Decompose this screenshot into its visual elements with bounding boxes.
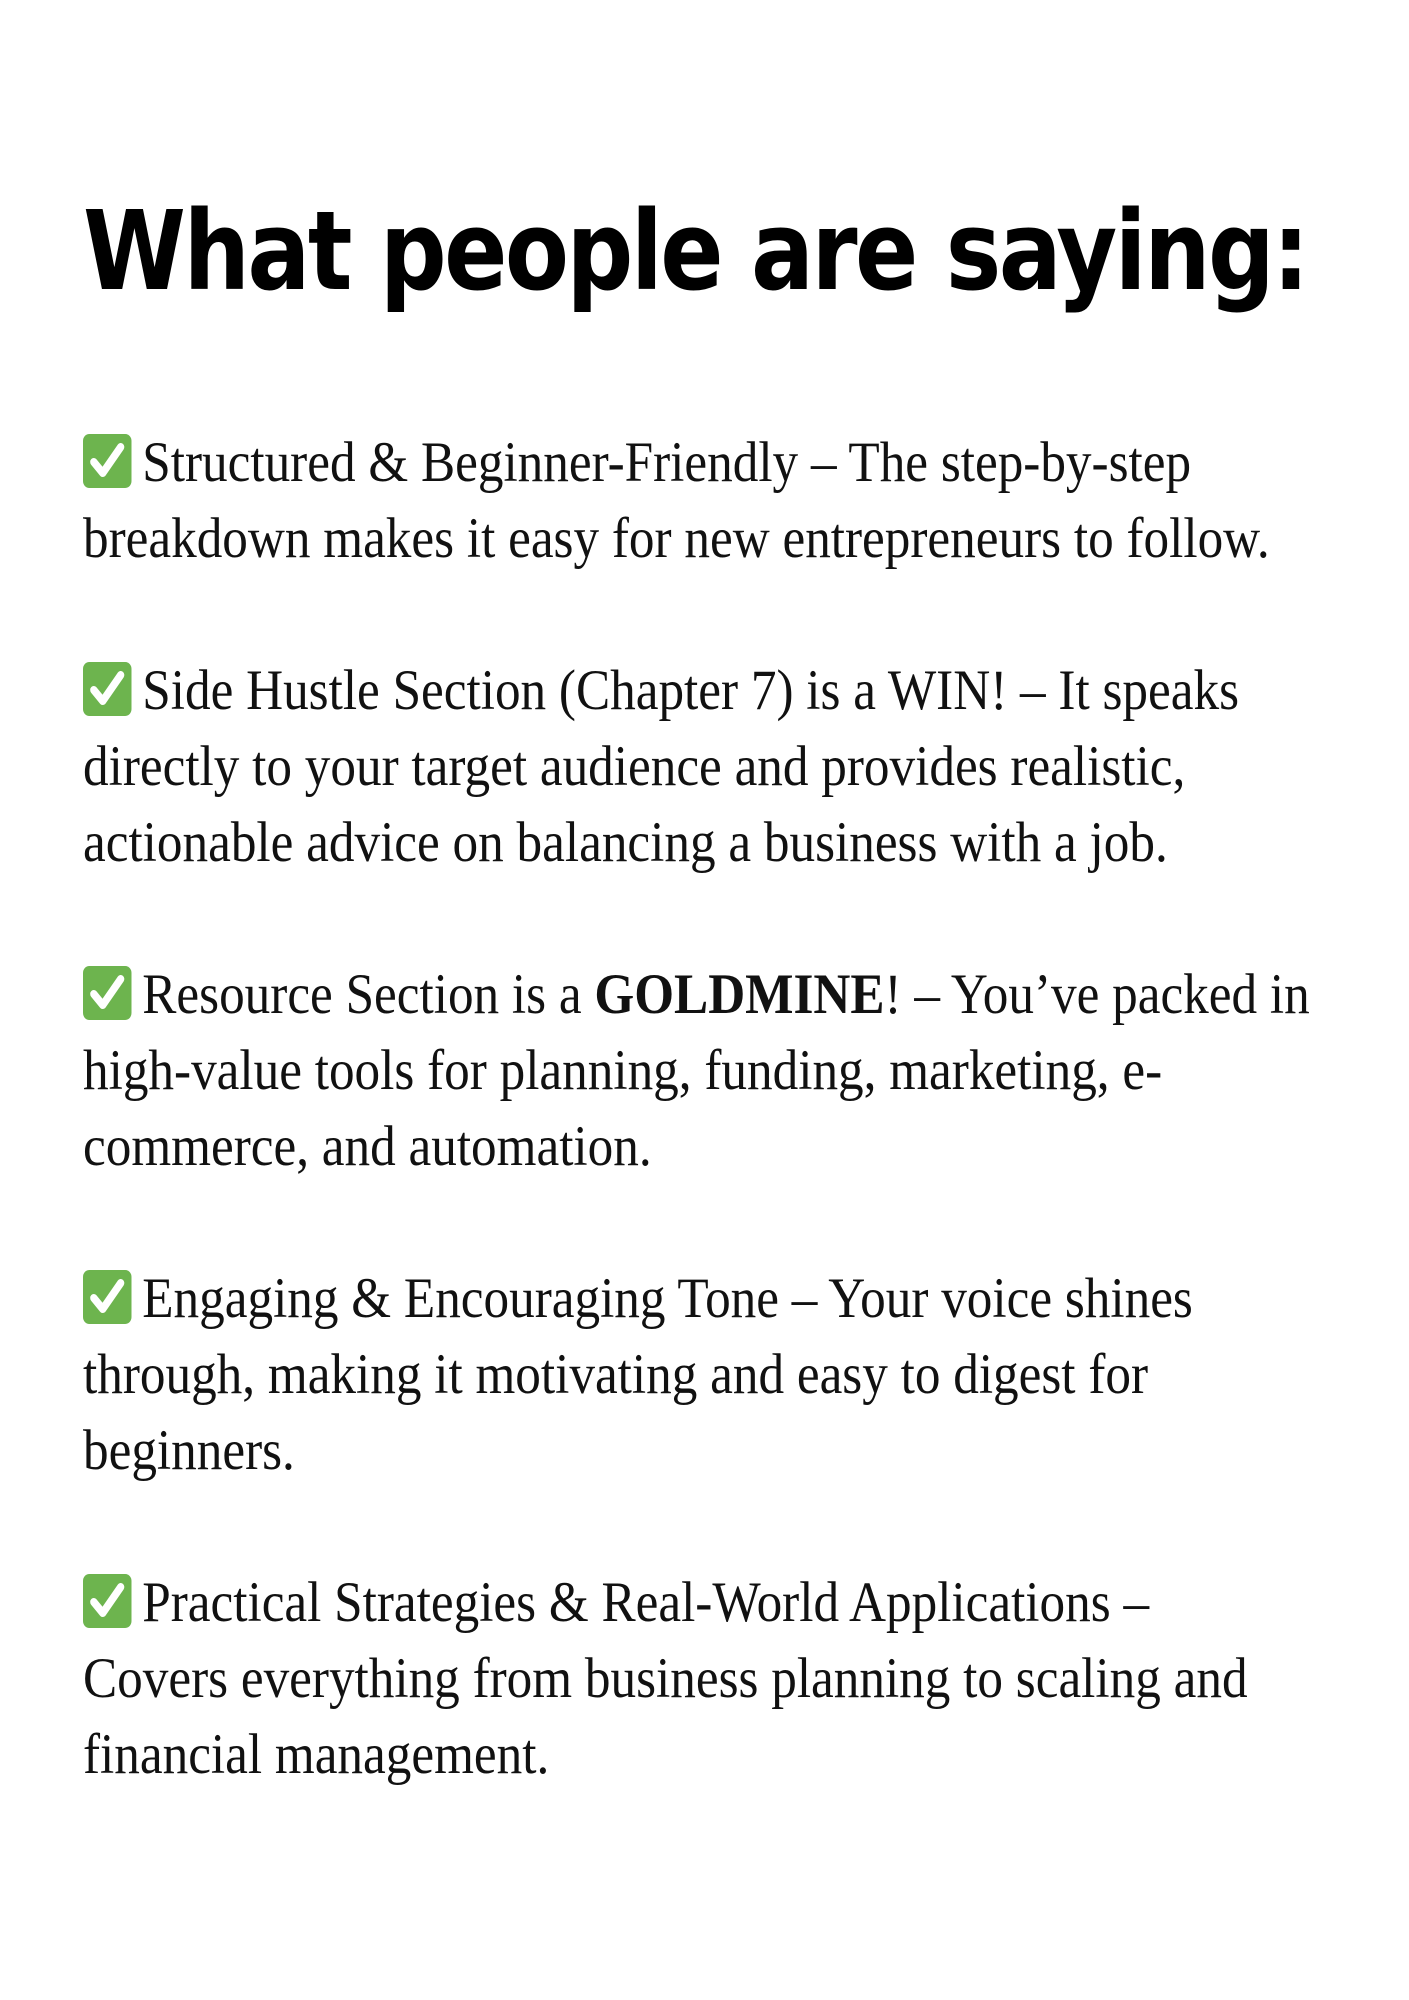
testimonial-text: beginners.: [83, 1419, 295, 1482]
testimonial-text: ! – You’ve packed in: [884, 963, 1310, 1026]
testimonial-text: commerce, and automation.: [83, 1115, 652, 1178]
testimonial-item: [83, 957, 1409, 1185]
check-mark-button-icon: [83, 434, 132, 488]
testimonial-text: actionable advice on balancing a business with a job.: [83, 811, 1168, 874]
testimonial-line: [83, 805, 1310, 881]
testimonial-line: [83, 1413, 1310, 1489]
page-title: What people are saying:: [83, 187, 1308, 315]
testimonial-text: Covers everything from business planning to scaling and: [83, 1647, 1248, 1710]
testimonial-first-line: [83, 425, 1310, 501]
check-mark-button-icon: [83, 966, 132, 1020]
check-mark-button-icon: [83, 1574, 132, 1628]
testimonial-line: [83, 1717, 1310, 1793]
testimonial-line: [83, 729, 1310, 805]
testimonial-line: [83, 1109, 1310, 1185]
testimonial-first-line: [83, 653, 1310, 729]
testimonial-first-line: [83, 1261, 1310, 1337]
testimonial-text: directly to your target audience and provides realistic,: [83, 735, 1186, 798]
testimonial-first-line: [83, 957, 1310, 1033]
testimonial-line: [83, 501, 1310, 577]
testimonial-text: Practical Strategies & Real-World Applications –: [142, 1571, 1150, 1634]
testimonial-line: [83, 1033, 1310, 1109]
testimonial-text: Engaging & Encouraging Tone – Your voice shines: [142, 1267, 1193, 1330]
testimonial-text: breakdown makes it easy for new entrepreneurs to follow.: [83, 507, 1270, 570]
check-mark-button-icon: [83, 1270, 132, 1324]
testimonial-text: financial management.: [83, 1723, 550, 1786]
testimonial-list: [83, 425, 1409, 1869]
testimonial-item: [83, 425, 1409, 577]
testimonial-first-line: [83, 1565, 1310, 1641]
testimonial-text: high-value tools for planning, funding, marketing, e-: [83, 1039, 1163, 1102]
testimonial-line: [83, 1641, 1310, 1717]
testimonial-text: through, making it motivating and easy to digest for: [83, 1343, 1149, 1406]
check-mark-button-icon: [83, 662, 132, 716]
testimonial-text: Resource Section is a: [142, 963, 595, 1026]
emphasis-text: GOLDMINE: [594, 963, 885, 1026]
testimonial-item: [83, 1565, 1409, 1793]
testimonial-line: [83, 1337, 1310, 1413]
testimonial-item: [83, 653, 1409, 881]
testimonial-item: [83, 1261, 1409, 1489]
testimonial-text: Side Hustle Section (Chapter 7) is a WIN! – It speaks: [142, 659, 1240, 722]
testimonial-text: Structured & Beginner-Friendly – The step-by-step: [142, 431, 1192, 494]
